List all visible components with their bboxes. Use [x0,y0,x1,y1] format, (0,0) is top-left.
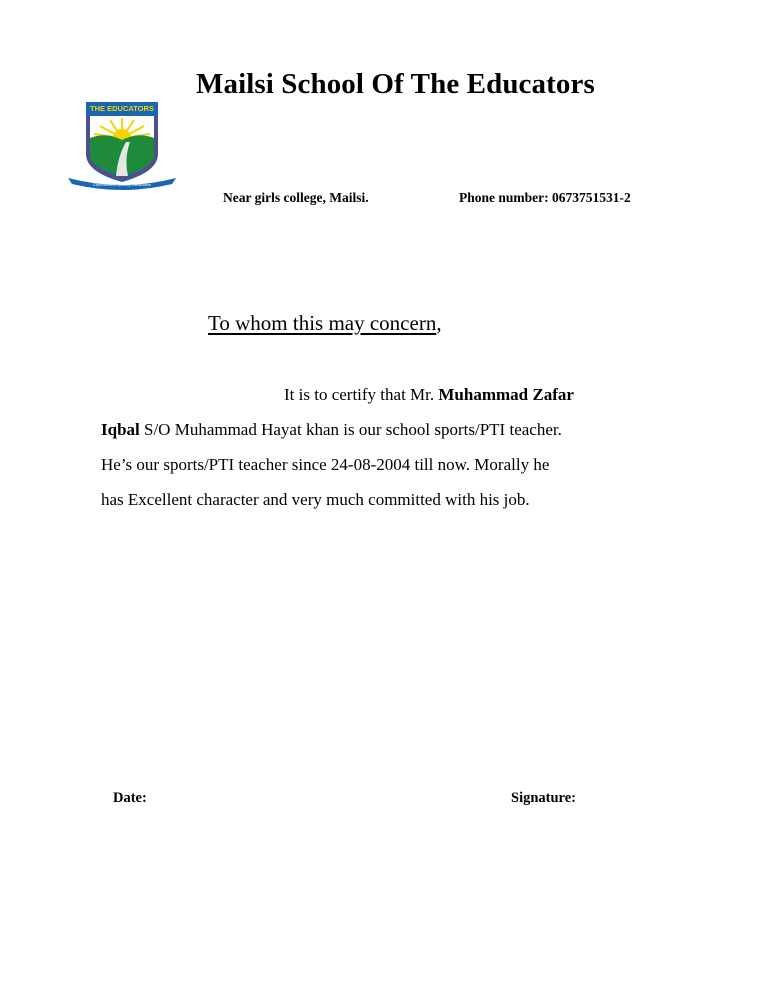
date-label: Date: [113,790,147,806]
svg-text:THE EDUCATORS: THE EDUCATORS [90,104,154,113]
svg-text:Commitment, Quality, Dedicatio: Commitment, Quality, Dedication [92,182,152,187]
the-educators-logo-icon [66,96,178,190]
teacher-name-part2: Iqbal [101,420,140,439]
phone-value: 0673751531-2 [552,190,631,205]
phone-number [459,190,631,206]
body-line-2 [101,420,562,440]
teacher-name-part1: Muhammad Zafar [438,385,574,404]
school-address: Near girls college, Mailsi. [223,190,369,205]
school-title: Mailsi School Of The Educators [196,68,595,100]
school-logo [66,96,178,190]
body-line-1 [284,385,574,405]
body-line-4: has Excellent character and very much committed with his job. [101,490,530,509]
salutation [208,311,442,336]
body-line-3: He’s our sports/PTI teacher since 24-08-2004 till now. Morally he [101,455,550,474]
body-line-1-text: It is to certify that Mr. [284,385,439,404]
salutation-text: To whom this may concern [208,311,437,335]
phone-label: Phone number: [459,190,549,205]
signature-label: Signature: [511,790,576,806]
body-line-2-text: S/O Muhammad Hayat khan is our school sports/PTI teacher. [139,420,562,439]
salutation-punctuation: , [436,311,442,335]
